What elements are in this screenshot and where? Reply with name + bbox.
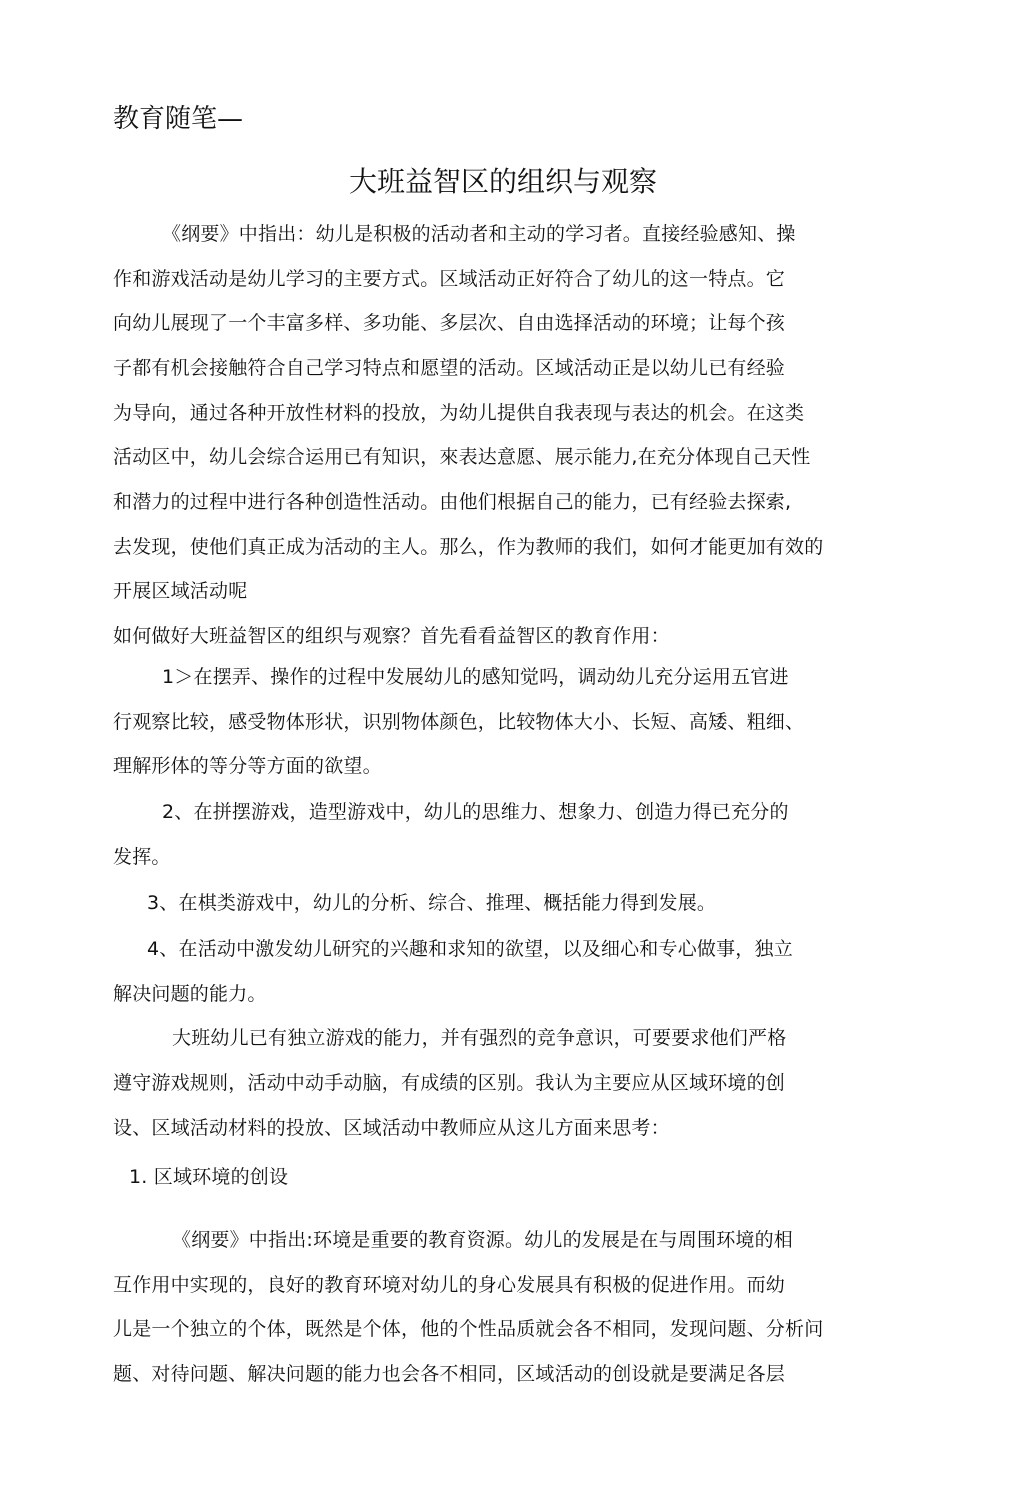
list-item-line: 行观察比较，感受物体形状，识别物体颜色，比较物体大小、长短、高矮、粗细、 — [113, 711, 805, 733]
section-heading: 1. 区域环境的创设 — [129, 1166, 289, 1188]
paragraph-line: 大班幼儿已有独立游戏的能力，并有强烈的竞争意识，可要要求他们严格 — [172, 1027, 787, 1049]
paragraph-line: 向幼儿展现了一个丰富多样、多功能、多层次、自由选择活动的环境；让每个孩 — [113, 312, 786, 334]
paragraph-line: 开展区域活动呢 — [113, 580, 248, 602]
paragraph-line: 设、区域活动材料的投放、区域活动中教师应从这儿方面来思考： — [113, 1117, 670, 1139]
document-title: 大班益智区的组织与观察 — [349, 165, 658, 198]
paragraph-line: 为导向，通过各种开放性材料的投放，为幼儿提供自我表现与表达的机会。在这类 — [113, 402, 805, 424]
paragraph-line: 作和游戏活动是幼儿学习的主要方式。区域活动正好符合了幼儿的这一特点。它 — [113, 268, 786, 290]
list-item-line: 4、在活动中激发幼儿研究的兴趣和求知的欲望，以及细心和专心做事，独立 — [147, 938, 793, 960]
paragraph-line: 如何做好大班益智区的组织与观察？首先看看益智区的教育作用： — [113, 625, 670, 647]
list-item-line: 1＞在摆弄、操作的过程中发展幼儿的感知觉吗，调动幼儿充分运用五官进 — [162, 666, 789, 688]
paragraph-line: 子都有机会接触符合自己学习特点和愿望的活动。区域活动正是以幼儿已有经验 — [113, 357, 786, 379]
paragraph-line: 活动区中，幼儿会综合运用已有知识，來表达意愿、展示能力,在充分体现自己天性 — [113, 446, 811, 468]
paragraph-line: 遵守游戏规则，活动中动手动脑，有成绩的区别。我认为主要应从区域环境的创 — [113, 1072, 786, 1094]
paragraph-line: 《纲要》中指出:环境是重要的教育资源。幼儿的发展是在与周围环境的相 — [172, 1229, 794, 1251]
paragraph-line: 儿是一个独立的个体，既然是个体，他的个性品质就会各不相同，发现问题、分析问 — [113, 1318, 824, 1340]
paragraph-line: 去发现，使他们真正成为活动的主人。那么，作为教师的我们，如何才能更加有效的 — [113, 536, 824, 558]
paragraph-line: 和潜力的过程中进行各种创造性活动。由他们根据自己的能力，已有经验去探索, — [113, 491, 792, 513]
list-item-line: 理解形体的等分等方面的欲望。 — [113, 755, 382, 777]
paragraph-line: 《纲要》中指出：幼儿是积极的活动者和主动的学习者。直接经验感知、操 — [162, 223, 796, 245]
document-heading: 教育随笔— — [113, 104, 244, 134]
list-item-line: 2、在拼摆游戏，造型游戏中，幼儿的思维力、想象力、创造力得已充分的 — [162, 801, 789, 823]
paragraph-line: 题、对待问题、解决问题的能力也会各不相同，区域活动的创设就是要满足各层 — [113, 1363, 786, 1385]
list-item-line: 3、在棋类游戏中，幼儿的分析、综合、推理、概括能力得到发展。 — [147, 892, 717, 914]
paragraph-line: 互作用中实现的，良好的教育环境对幼儿的身心发展具有积极的促进作用。而幼 — [113, 1274, 786, 1296]
list-item-line: 解决问题的能力。 — [113, 983, 267, 1005]
list-item-line: 发挥。 — [113, 846, 171, 868]
